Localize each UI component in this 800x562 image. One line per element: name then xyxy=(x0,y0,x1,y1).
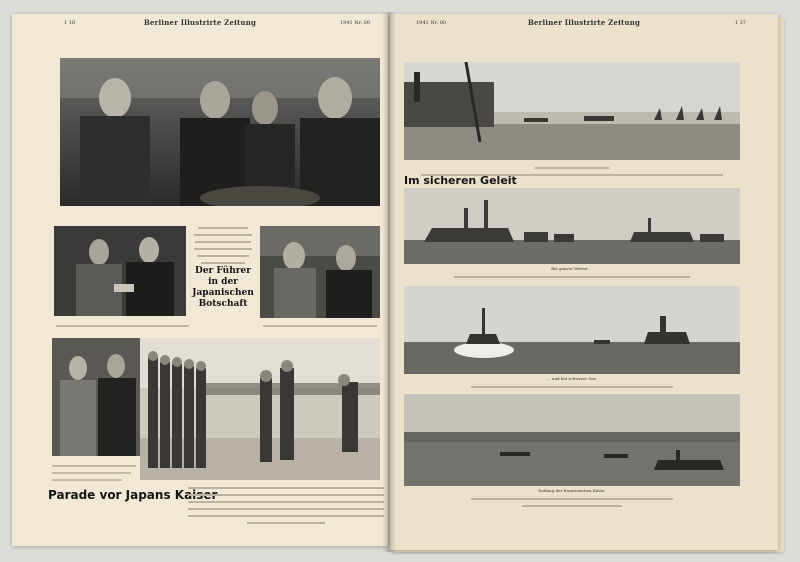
convoy-headline: Im sicheren Geleit xyxy=(404,174,517,187)
photo-warships-calm xyxy=(404,188,740,264)
caption-right-4 xyxy=(404,488,740,507)
photo-leaders-meeting xyxy=(60,58,380,206)
title-line-2: in der xyxy=(208,277,238,287)
left-masthead: Berliner Illustrirte Zeitung xyxy=(143,18,257,27)
left-page xyxy=(12,14,388,546)
title-line-4: Botschaft xyxy=(198,299,248,309)
photo-french-coast xyxy=(404,394,740,486)
right-page-number: 1 37 xyxy=(734,20,746,26)
photo-parade xyxy=(140,338,380,480)
photo-convoy-harbour xyxy=(404,62,740,160)
caption-right-2 xyxy=(404,266,740,278)
right-page xyxy=(390,14,778,550)
spine-gutter xyxy=(382,12,396,552)
intro-text-block xyxy=(192,222,254,264)
right-masthead: Berliner Illustrirte Zeitung xyxy=(527,18,641,27)
photo-greeting xyxy=(52,338,140,456)
caption-right-2-title: Bei ganzer Wetter ... xyxy=(551,266,593,271)
right-issue: 1941 Nr. 00 xyxy=(416,20,447,26)
photo-heavy-sea xyxy=(404,286,740,374)
title-line-3: Japanischen xyxy=(192,288,254,298)
parade-text xyxy=(188,482,384,524)
photo-conversation xyxy=(260,226,380,318)
caption-right-3-title: ... und bei schwerer See. xyxy=(546,376,598,381)
parade-headline: Parade vor Japans Kaiser xyxy=(48,488,218,502)
caption-left-2 xyxy=(260,320,380,327)
caption-left-1 xyxy=(52,320,192,327)
feature-title xyxy=(192,266,254,310)
left-issue: 1941 Nr. 00 xyxy=(339,20,370,26)
title-line-1: Der Führer xyxy=(195,266,251,276)
photo-handshake xyxy=(54,226,186,316)
caption-right-4-title: Entlang der französischen Küste: xyxy=(538,488,606,493)
left-page-number: 1 16 xyxy=(64,20,76,26)
caption-right-3 xyxy=(404,376,740,388)
caption-left-3 xyxy=(52,460,140,481)
left-page-header xyxy=(12,18,388,30)
right-page-header xyxy=(390,18,778,30)
